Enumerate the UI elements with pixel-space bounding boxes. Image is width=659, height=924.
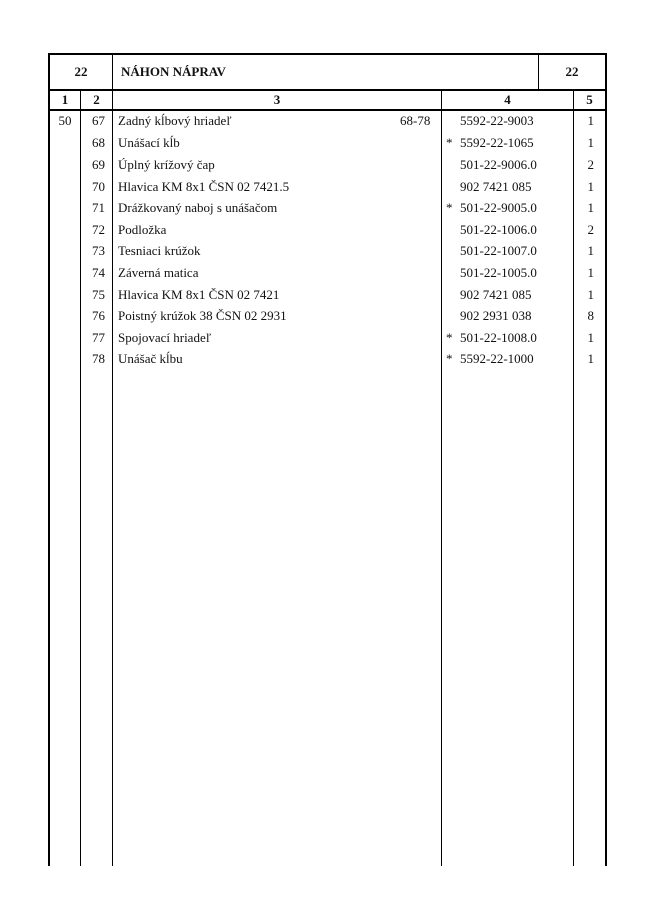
asterisk-mark: * [446, 135, 453, 150]
frame-left-border [48, 53, 50, 866]
part-name: Podložka [118, 222, 167, 237]
position-number: 71 [92, 200, 105, 215]
page-title: NÁHON NÁPRAV [121, 64, 226, 79]
position-number: 68 [92, 135, 105, 150]
column-divider-2 [112, 90, 113, 866]
quantity: 1 [587, 265, 594, 280]
position-number: 70 [92, 179, 105, 194]
header-divider-left [112, 53, 113, 91]
part-name: Tesniaci krúžok [118, 243, 201, 258]
part-name: Spojovací hriadeľ [118, 330, 212, 345]
quantity: 2 [587, 222, 594, 237]
position-number: 75 [92, 287, 105, 302]
quantity: 1 [587, 179, 594, 194]
column-divider-3 [441, 90, 442, 866]
section-number-right: 22 [565, 64, 579, 79]
part-name: Unášač kĺbu [118, 351, 183, 366]
part-name: Hlavica KM 8x1 ČSN 02 7421.5 [118, 179, 290, 194]
part-code: 501-22-9005.0 [460, 200, 537, 215]
part-code: 501-22-1005.0 [460, 265, 537, 280]
column-divider-1 [80, 90, 81, 866]
position-number: 74 [92, 265, 105, 280]
part-name: Drážkovaný naboj s unášačom [118, 200, 278, 215]
quantity: 1 [587, 351, 594, 366]
position-number: 76 [92, 308, 105, 323]
position-number: 69 [92, 157, 105, 172]
asterisk-mark: * [446, 200, 453, 215]
group-number: 50 [58, 113, 72, 128]
quantity: 1 [587, 135, 594, 150]
position-number: 78 [92, 351, 105, 366]
column-header-4: 4 [504, 92, 511, 107]
part-code: 5592-22-1000 [460, 351, 534, 366]
quantity: 1 [587, 200, 594, 215]
part-name: Zadný kĺbový hriadeľ [118, 113, 232, 128]
section-number-left: 22 [74, 64, 88, 79]
position-number: 73 [92, 243, 105, 258]
part-note: 68-78 [400, 113, 431, 128]
quantity: 2 [587, 157, 594, 172]
column-header-1: 1 [61, 92, 69, 107]
column-header-bottom-border [48, 109, 607, 111]
frame-right-border [605, 53, 607, 866]
part-code: 501-22-9006.0 [460, 157, 537, 172]
part-code: 501-22-1007.0 [460, 243, 537, 258]
part-code: 5592-22-1065 [460, 135, 534, 150]
quantity: 1 [587, 330, 594, 345]
column-header-2: 2 [93, 92, 100, 107]
position-number: 67 [92, 113, 105, 128]
part-name: Úplný krížový čap [118, 157, 215, 172]
part-code: 902 7421 085 [460, 179, 532, 194]
column-header-3: 3 [273, 92, 281, 107]
part-name: Poistný krúžok 38 ČSN 02 2931 [118, 308, 287, 323]
quantity: 1 [587, 113, 594, 128]
part-code: 902 7421 085 [460, 287, 532, 302]
frame-top-border [48, 53, 607, 55]
asterisk-mark: * [446, 330, 453, 345]
quantity: 1 [587, 287, 594, 302]
part-name: Unášací kĺb [118, 135, 180, 150]
part-name: Záverná matica [118, 265, 199, 280]
part-code: 902 2931 038 [460, 308, 532, 323]
part-code: 501-22-1006.0 [460, 222, 537, 237]
position-number: 77 [92, 330, 105, 345]
quantity: 8 [587, 308, 594, 323]
part-code: 5592-22-9003 [460, 113, 534, 128]
asterisk-mark: * [446, 351, 453, 366]
part-code: 501-22-1008.0 [460, 330, 537, 345]
header-bottom-border [48, 89, 607, 91]
position-number: 72 [92, 222, 105, 237]
column-header-5: 5 [586, 92, 593, 107]
part-name: Hlavica KM 8x1 ČSN 02 7421 [118, 287, 280, 302]
quantity: 1 [587, 243, 594, 258]
